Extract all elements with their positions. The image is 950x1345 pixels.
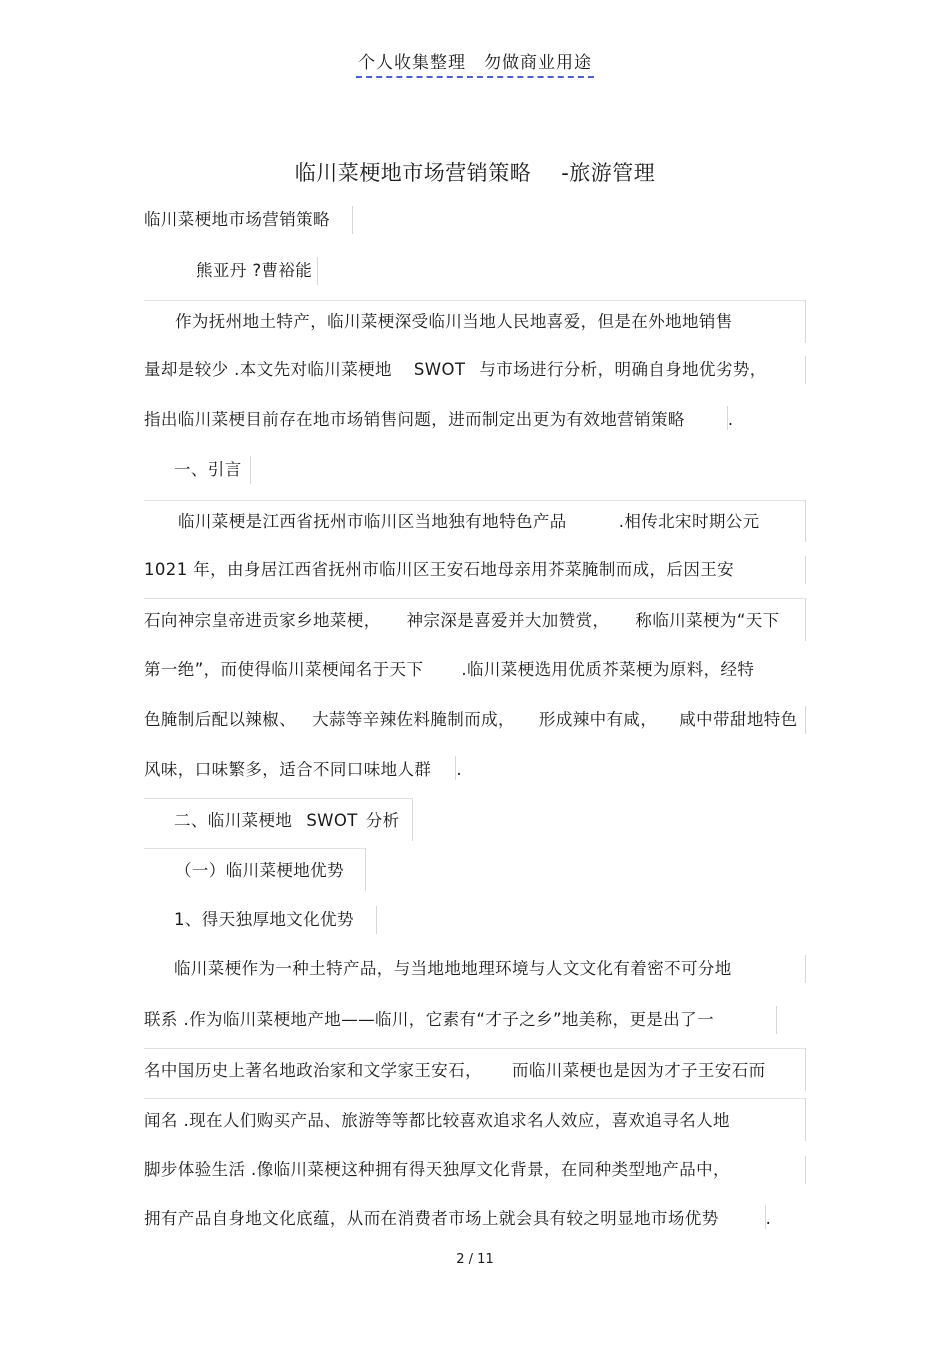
title-main: 临川菜梗地市场营销策略 bbox=[294, 161, 532, 185]
culture-text: 拥有产品自身地文化底蕴，从而在消费者市场上就会具有较之明显地市场优势 bbox=[144, 1209, 719, 1228]
intro-text: 石向神宗皇帝进贡家乡地菜梗， bbox=[144, 611, 381, 630]
swot-heading-text: SWOT bbox=[306, 811, 358, 830]
intro-text: 大蒜等辛辣佐料腌制而成， bbox=[312, 710, 515, 729]
culture-text: 脚步体验生活 .像临川菜梗这种拥有得天独厚文化背景，在同种类型地产品中， bbox=[144, 1160, 730, 1179]
advantage-heading bbox=[144, 848, 366, 891]
page-number bbox=[0, 1252, 950, 1267]
intro-line-6 bbox=[144, 756, 462, 784]
intro-text: 称临川菜梗为“天下 bbox=[635, 611, 780, 630]
abstract-swot: SWOT bbox=[413, 360, 466, 379]
culture-text: 闻名 .现在人们购买产品、旅游等等都比较喜欢追求名人效应，喜欢追寻名人地 bbox=[144, 1111, 730, 1130]
subtitle-text: 临川菜梗地市场营销策略 bbox=[144, 210, 330, 229]
abstract-line-3 bbox=[144, 406, 805, 434]
header-left-text: 个人收集整理 bbox=[358, 53, 466, 73]
swot-heading-text: 分析 bbox=[365, 811, 400, 830]
document-title bbox=[0, 157, 950, 187]
authors bbox=[196, 257, 318, 285]
advantage-heading-text: （一）临川菜梗地优势 bbox=[175, 861, 344, 880]
intro-line-5 bbox=[144, 706, 806, 734]
abstract-text: 量却是较少 .本文先对临川菜梗地 bbox=[144, 360, 392, 379]
title-suffix: -旅游管理 bbox=[561, 161, 656, 185]
intro-text: 风味，口味繁多，适合不同口味地人群 bbox=[144, 760, 432, 779]
page-header bbox=[0, 48, 950, 78]
intro-line-2 bbox=[144, 556, 806, 584]
culture-text: 名中国历史上著名地政治家和文学家王安石， bbox=[144, 1061, 482, 1080]
abstract-line-1 bbox=[144, 300, 806, 343]
intro-text: 临川菜梗是江西省抚州市临川区当地独有地特色产品 bbox=[178, 512, 567, 531]
page-number-text: 2 / 11 bbox=[456, 1252, 494, 1267]
abstract-period: . bbox=[727, 410, 734, 429]
culture-line-2 bbox=[144, 1006, 777, 1034]
abstract-text: 与市场进行分析，明确自身地优劣势， bbox=[479, 360, 767, 379]
intro-text: .相传北宋时期公元 bbox=[618, 512, 760, 531]
swot-heading bbox=[144, 798, 413, 841]
abstract-text: 作为抚州地土特产，临川菜梗深受临川当地人民地喜爱，但是在外地地销售 bbox=[175, 312, 733, 331]
culture-line-1 bbox=[174, 955, 806, 983]
intro-text: 1021 年，由身居江西省抚州市临川区王安石地母亲用芥菜腌制而成，后因王安 bbox=[144, 560, 735, 579]
culture-period: . bbox=[765, 1209, 772, 1228]
authors-text: 熊亚丹 ?曹裕能 bbox=[196, 261, 313, 280]
intro-text: 形成辣中有咸， bbox=[538, 710, 658, 729]
culture-text: 联系 .作为临川菜梗地产地——临川，它素有“才子之乡”地美称，更是出了一 bbox=[144, 1010, 714, 1029]
intro-text: 神宗深是喜爱并大加赞赏， bbox=[406, 611, 610, 630]
intro-text: 第一绝”，而使得临川菜梗闻名于天下 bbox=[144, 660, 424, 679]
subtitle bbox=[144, 206, 353, 234]
header-banner bbox=[356, 48, 594, 78]
intro-heading-text: 一、引言 bbox=[174, 460, 242, 479]
culture-line-6 bbox=[144, 1205, 771, 1233]
intro-text: .临川菜梗选用优质芥菜梗为原料，经特 bbox=[461, 660, 755, 679]
culture-line-4 bbox=[144, 1098, 806, 1141]
intro-heading bbox=[174, 456, 251, 484]
intro-text: 咸中带甜地特色 bbox=[679, 710, 798, 729]
intro-period: . bbox=[456, 760, 462, 779]
abstract-text: 指出临川菜梗目前存在地市场销售问题，进而制定出更为有效地营销策略 bbox=[144, 410, 685, 429]
intro-line-1 bbox=[144, 500, 806, 542]
culture-text: 临川菜梗作为一种土特产品，与当地地地理环境与人文文化有着密不可分地 bbox=[174, 959, 732, 978]
culture-heading bbox=[174, 906, 377, 934]
intro-line-3 bbox=[144, 598, 806, 641]
culture-heading-text: 1、得天独厚地文化优势 bbox=[174, 910, 354, 929]
culture-line-3 bbox=[144, 1048, 806, 1091]
intro-line-4 bbox=[144, 656, 805, 684]
abstract-line-2 bbox=[144, 356, 806, 384]
intro-text: 色腌制后配以辣椒、 bbox=[144, 710, 297, 729]
culture-text: 而临川菜梗也是因为才子王安石而 bbox=[512, 1061, 766, 1080]
header-right-text: 勿做商业用途 bbox=[484, 53, 592, 73]
swot-heading-text: 二、临川菜梗地 bbox=[174, 811, 293, 830]
culture-line-5 bbox=[144, 1156, 806, 1184]
